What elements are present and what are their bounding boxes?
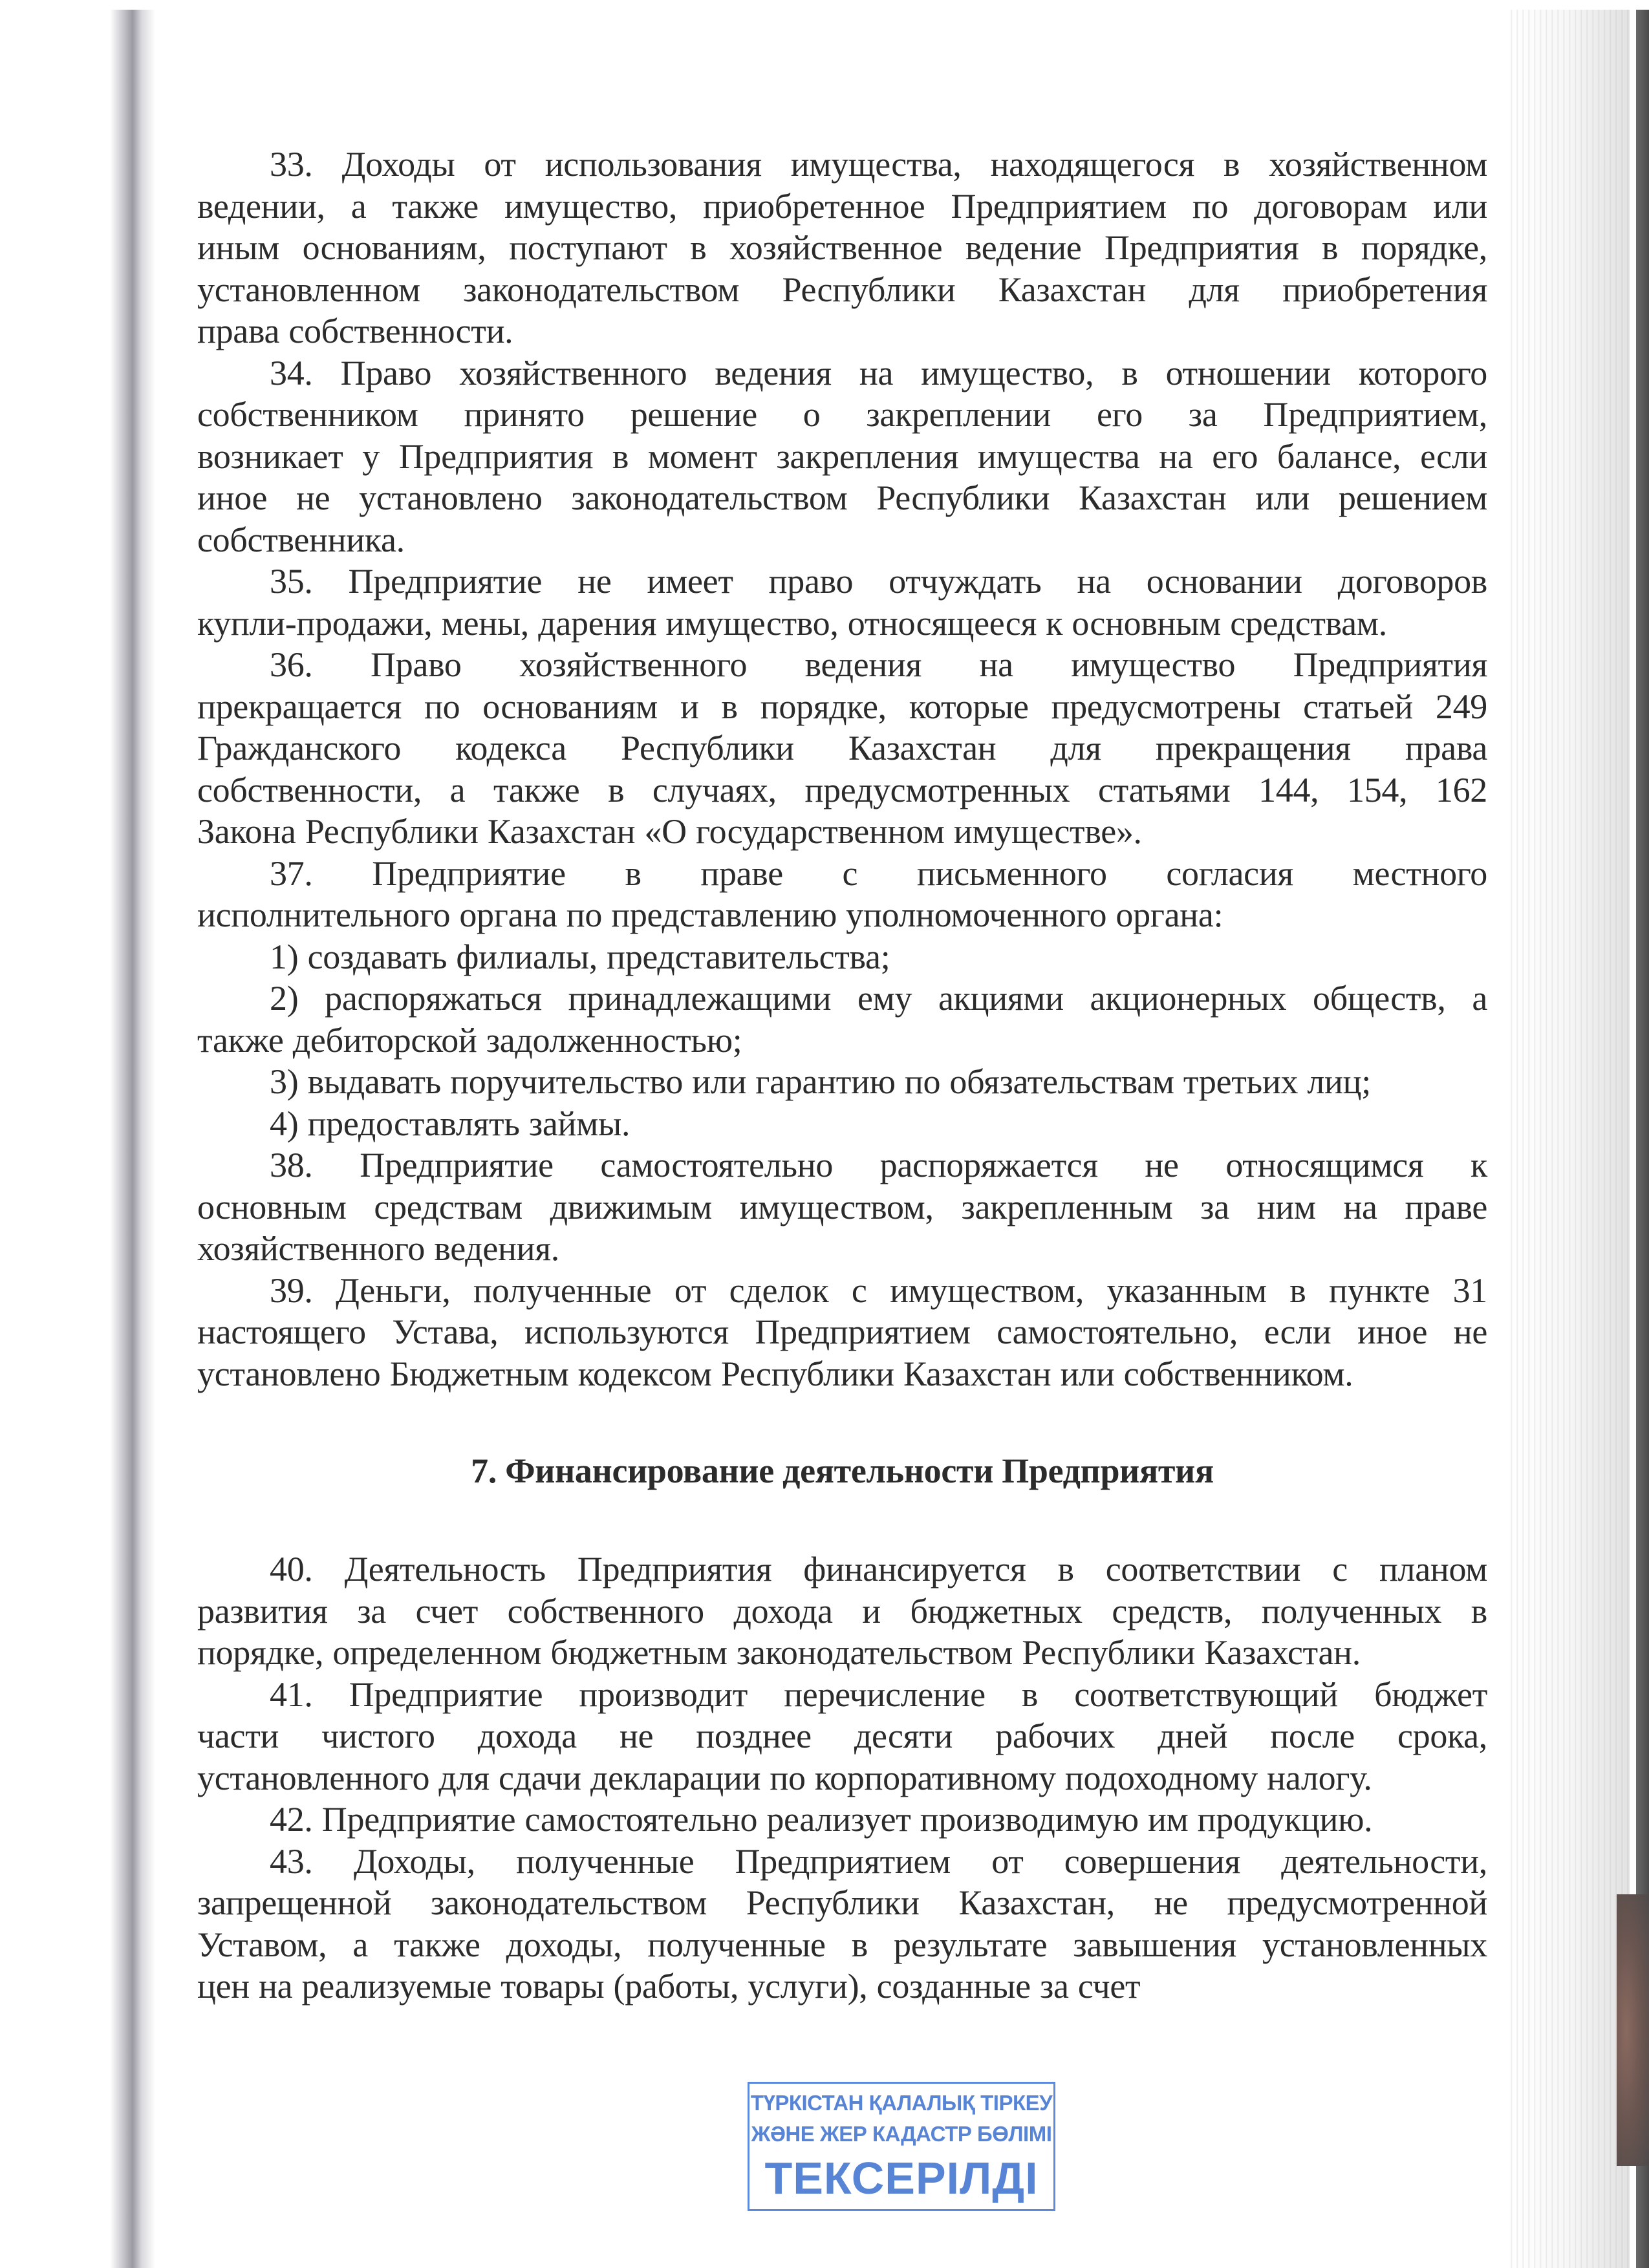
paragraph-p37-4 bbox=[197, 1103, 1487, 1145]
paragraphs-section-6 bbox=[197, 144, 1487, 1395]
paragraph-p35 bbox=[197, 561, 1487, 644]
text-line: 38. Предприятие самостоятельно распоряжается не относящимся к bbox=[270, 1146, 1487, 1184]
section-heading: 7. Финансирование деятельности Предприятия bbox=[471, 1451, 1214, 1490]
paragraph-p40 bbox=[197, 1548, 1487, 1674]
paragraphs-section-7 bbox=[197, 1548, 1487, 2007]
text-line: развития за счет собственного дохода и бюджетных средств, полученных в bbox=[197, 1591, 1487, 1631]
paragraph-p41 bbox=[197, 1674, 1487, 1799]
text-line: настоящего Устава, используются Предприятием самостоятельно, если иное не bbox=[197, 1312, 1487, 1351]
paragraph-p38 bbox=[197, 1144, 1487, 1270]
text-line: купли-продажи, мены, дарения имущество, относящееся к основным средствам. bbox=[197, 603, 1387, 643]
text-line: Уставом, а также доходы, полученные в результате завышения установленных bbox=[197, 1925, 1487, 1964]
text-line: также дебиторской задолженностью; bbox=[197, 1020, 742, 1060]
text-line: 43. Доходы, полученные Предприятием от совершения деятельности, bbox=[270, 1841, 1487, 1881]
text-line: 34. Право хозяйственного ведения на имущество, в отношении которого bbox=[270, 353, 1487, 392]
text-line: 39. Деньги, полученные от сделок с имуществом, указанным в пункте 31 bbox=[270, 1270, 1487, 1310]
text-line: установленном законодательством Республики Казахстан для приобретения bbox=[197, 270, 1487, 309]
spacer bbox=[197, 1492, 1487, 1548]
text-line: 35. Предприятие не имеет право отчуждать на основании договоров bbox=[270, 562, 1487, 601]
paragraph-p42 bbox=[197, 1799, 1487, 1841]
text-line: 37. Предприятие в праве с письменного согласия местного bbox=[270, 853, 1487, 893]
stamp-line-1: ТҮРКІСТАН ҚАЛАЛЫҚ ТІРКЕУ bbox=[750, 2091, 1053, 2115]
paragraph-p37-2 bbox=[197, 978, 1487, 1061]
text-line: установленного для сдачи декларации по корпоративному подоходному налогу. bbox=[197, 1758, 1372, 1797]
scan-top-margin bbox=[0, 0, 1649, 10]
text-line: 1) создавать филиалы, представительства; bbox=[270, 937, 890, 976]
text-line: собственника. bbox=[197, 520, 405, 559]
paragraph-p33 bbox=[197, 144, 1487, 352]
paragraph-p36 bbox=[197, 644, 1487, 853]
paragraph-p37 bbox=[197, 853, 1487, 936]
scan-binding-shadow bbox=[110, 10, 155, 2268]
verification-stamp bbox=[748, 2082, 1055, 2211]
text-line: 41. Предприятие производит перечисление в соответствующий бюджет bbox=[270, 1674, 1487, 1714]
text-line: 33. Доходы от использования имущества, находящегося в хозяйственном bbox=[270, 145, 1487, 184]
text-line: хозяйственного ведения. bbox=[197, 1229, 559, 1268]
text-line: возникает у Предприятия в момент закрепления имущества на его балансе, если bbox=[197, 436, 1487, 476]
stamp-line-3: ТЕКСЕРІЛДІ bbox=[764, 2153, 1039, 2203]
text-line: прекращается по основаниям и в порядке, которые предусмотрены статьей 249 bbox=[197, 687, 1487, 726]
scan-page-edge-bottom bbox=[1617, 1894, 1649, 2166]
text-line: Гражданского кодекса Республики Казахстан для прекращения права bbox=[197, 729, 1487, 767]
document-page bbox=[197, 144, 1487, 2007]
paragraph-p37-1 bbox=[197, 936, 1487, 978]
text-line: порядке, определенном бюджетным законодательством Республики Казахстан. bbox=[197, 1633, 1361, 1672]
text-line: установлено Бюджетным кодексом Республики Казахстан или собственником. bbox=[197, 1354, 1353, 1393]
text-line: части чистого дохода не позднее десяти рабочих дней после срока, bbox=[197, 1717, 1487, 1755]
text-line: цен на реализуемые товары (работы, услуги), созданные за счет bbox=[197, 1967, 1141, 2006]
text-line: собственником принято решение о закреплении его за Предприятием, bbox=[197, 395, 1487, 434]
text-line: Закона Республики Казахстан «О государственном имуществе». bbox=[197, 812, 1142, 851]
text-line: 3) выдавать поручительство или гарантию по обязательствам третьих лиц; bbox=[270, 1062, 1371, 1101]
paragraph-p43 bbox=[197, 1841, 1487, 2007]
text-line: запрещенной законодательством Республики Казахстан, не предусмотренной bbox=[197, 1883, 1487, 1922]
scan-noise-strip bbox=[1507, 10, 1630, 2268]
paragraph-p34 bbox=[197, 352, 1487, 561]
paragraph-p39 bbox=[197, 1270, 1487, 1395]
text-line: 36. Право хозяйственного ведения на имущество Предприятия bbox=[270, 645, 1487, 684]
text-line: собственности, а также в случаях, предусмотренных статьями 144, 154, 162 bbox=[197, 770, 1487, 809]
text-line: иное не установлено законодательством Республики Казахстан или решением bbox=[197, 478, 1487, 517]
text-line: 4) предоставлять займы. bbox=[270, 1104, 630, 1143]
text-line: иным основаниям, поступают в хозяйственное ведение Предприятия в порядке, bbox=[197, 228, 1487, 267]
text-line: основным средствам движимым имуществом, закрепленным за ним на праве bbox=[197, 1187, 1487, 1226]
stamp-line-2: ЖӘНЕ ЖЕР КАДАСТР БӨЛІМІ bbox=[751, 2122, 1052, 2146]
text-line: ведении, а также имущество, приобретенное Предприятием по договорам или bbox=[197, 186, 1487, 226]
text-line: права собственности. bbox=[197, 312, 513, 350]
text-line: 42. Предприятие самостоятельно реализует производимую им продукцию. bbox=[270, 1800, 1373, 1839]
text-line: 2) распоряжаться принадлежащими ему акциями акционерных обществ, а bbox=[270, 979, 1487, 1018]
spacer bbox=[197, 1395, 1487, 1450]
text-line: исполнительного органа по представлению уполномоченного органа: bbox=[197, 895, 1223, 934]
text-line: 40. Деятельность Предприятия финансируется в соответствии с планом bbox=[270, 1550, 1487, 1589]
paragraph-p37-3 bbox=[197, 1061, 1487, 1103]
